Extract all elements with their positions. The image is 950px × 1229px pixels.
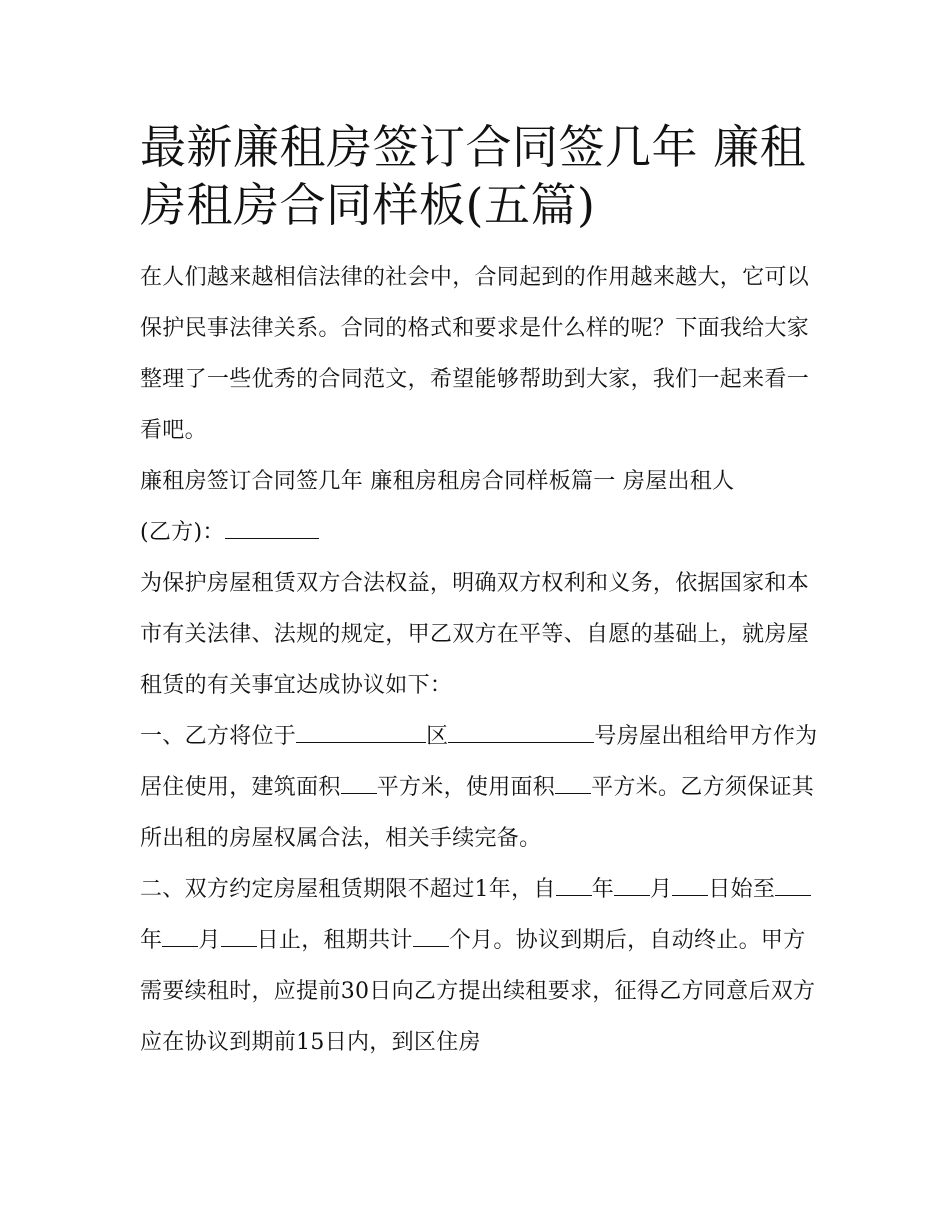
building-area-blank [341, 771, 377, 794]
intro-paragraph: 在人们越来越相信法律的社会中，合同起到的作用越来越大，它可以保护民事法律关系。合同的格式和要求是什么样的呢？下面我给大家整理了一些优秀的合同范文，希望能够帮助到大家，我们一起来看一看吧。 [140, 265, 810, 443]
section-heading-text: 廉租房签订合同签几年 廉租房租房合同样板篇一 房屋出租人 [140, 469, 735, 494]
start-year-blank [556, 873, 592, 896]
clause-one-text-2: 区 [426, 724, 449, 749]
end-day-blank [221, 924, 257, 947]
clause-two [140, 864, 820, 1068]
clause-one-text-3: 号房屋出租给甲方作为居住使用，建筑面积 [140, 724, 818, 800]
clause-two-text-1: 二、双方约定房屋租赁期限不超过1年，自 [140, 877, 556, 902]
clause-one-text-1: 一、乙方将位于 [140, 724, 297, 749]
end-month-blank [162, 924, 198, 947]
clause-two-text-8: 个月。协议到期后，自动终止。甲方需要续租时，应提前30日向乙方提出续租要求，征得乙方同意后双方应在协议到期前15日内，到区住房 [140, 928, 816, 1055]
district-blank [296, 720, 426, 743]
clause-two-text-5: 年 [140, 928, 163, 953]
clause-two-text-6: 月 [198, 928, 221, 953]
start-day-blank [672, 873, 708, 896]
clause-two-text-7: 日止，租期共计 [256, 928, 413, 953]
party-b-label: (乙方)： [140, 520, 225, 545]
start-month-blank [614, 873, 650, 896]
clause-two-text-4: 日始至 [708, 877, 776, 902]
purpose-paragraph: 为保护房屋租赁双方合法权益，明确双方权利和义务，依据国家和本市有关法律、法规的规定，甲乙双方在平等、自愿的基础上，就房屋租赁的有关事宜达成协议如下： [140, 571, 810, 698]
clause-two-text-3: 月 [650, 877, 673, 902]
clause-one-text-5: 平方米。乙方须保证其所出租的房屋权属合法，相关手续完备。 [140, 775, 815, 851]
document-title: 最新廉租房签订合同签几年 廉租房租房合同样板(五篇) [140, 120, 807, 232]
usable-area-blank [555, 771, 591, 794]
end-year-blank [775, 873, 811, 896]
months-blank [413, 924, 449, 947]
party-b-blank [225, 516, 319, 539]
document-page [140, 118, 820, 1068]
section-heading [140, 456, 820, 558]
house-number-blank [448, 720, 594, 743]
clause-two-text-2: 年 [591, 877, 615, 902]
clause-one [140, 711, 820, 864]
clause-one-text-4: 平方米，使用面积 [376, 775, 556, 800]
